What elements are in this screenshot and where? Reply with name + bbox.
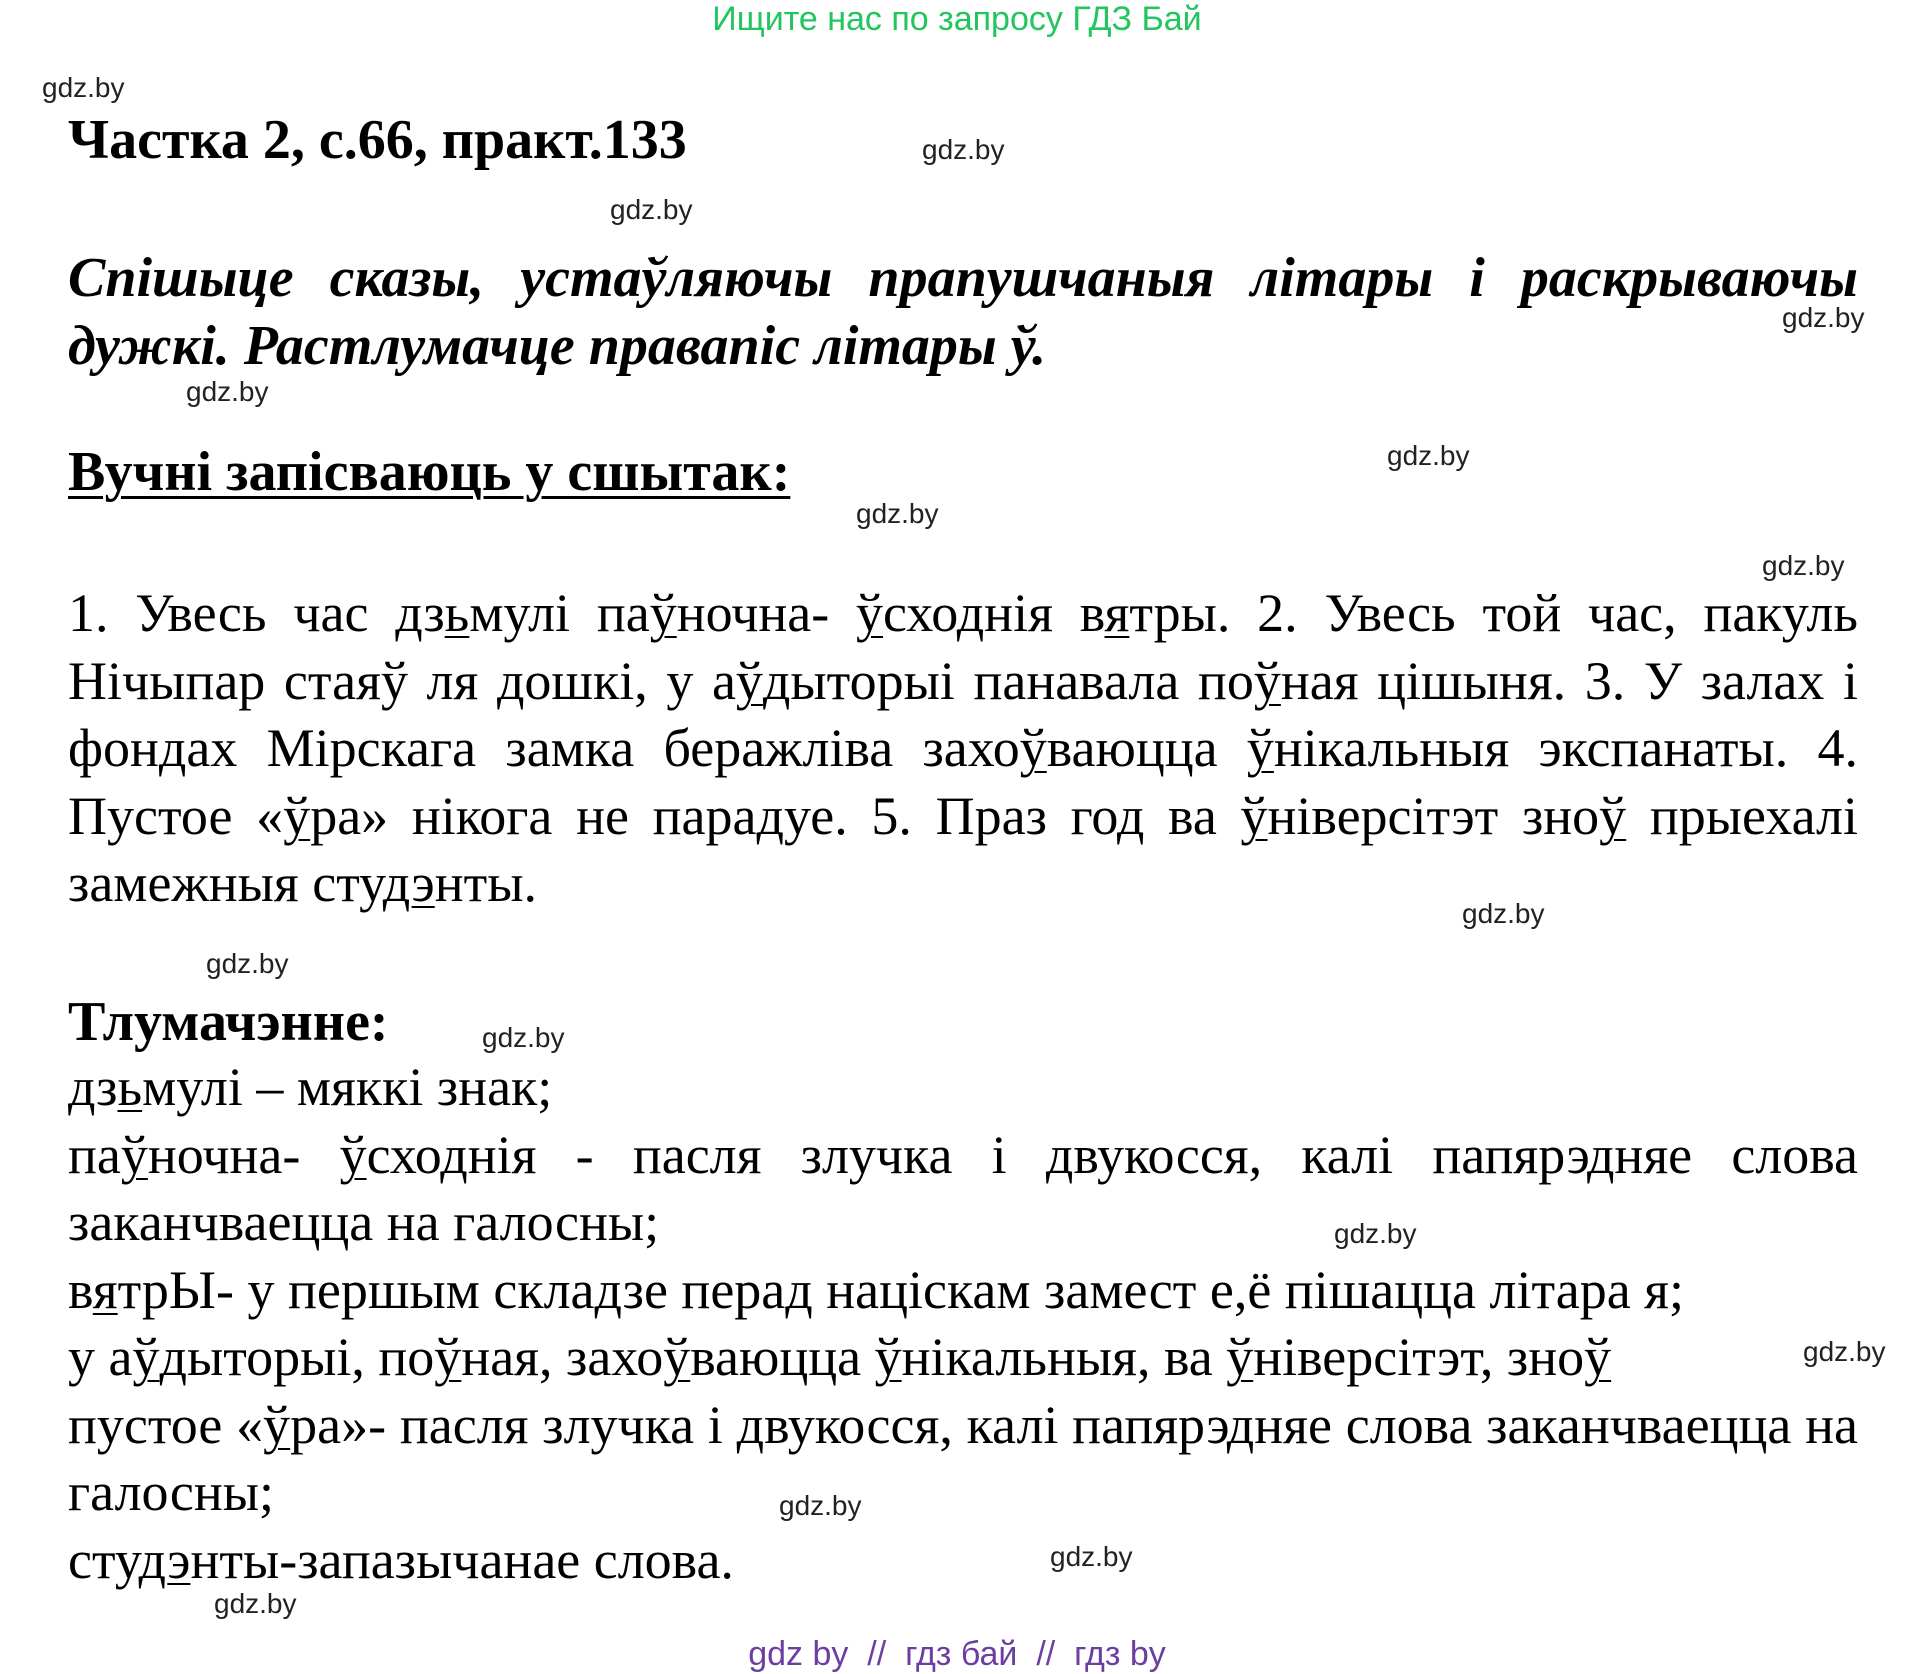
explanation-heading: Тлумачэнне: [68,991,389,1053]
watermark: gdz.by [1050,1541,1133,1572]
watermark: gdz.by [1462,898,1545,929]
explanation-line: вятрЫ- у першым складзе перад націскам замест е,ё пішацца літара я; [68,1259,1685,1320]
explanation-line: пустое «ўра»- пасля злучка і двукосся, калі папярэдняе слова заканчваецца на галосны; [68,1394,1859,1522]
watermark: gdz.by [1782,302,1865,333]
watermark: gdz.by [610,194,693,225]
watermark: gdz.by [779,1490,862,1521]
explanation-line: студэнты-запазычанае слова. [68,1529,734,1590]
task-text: Спішыце сказы, устаўляючы прапушчаныя літары і раскрываючы дужкі. Растлумачце правапіс літары ў. [68,247,1858,377]
watermark: gdz.by [482,1022,565,1053]
watermark: gdz.by [214,1588,297,1619]
notebook-heading: Вучні запісваюць у сшытак: [68,441,791,503]
explanation-text [68,1054,1858,1594]
explanation-line: у аўдыторыі, поўная, захоўваюцца ўнікальныя, ва ўніверсітэт, зноў [68,1327,1612,1387]
watermark: gdz.by [42,72,125,103]
footer-links[interactable]: gdz by // гдз бай // гдз by [748,1635,1166,1673]
watermark: gdz.by [1387,440,1470,471]
watermark: gdz.by [922,134,1005,165]
search-banner[interactable]: Ищите нас по запросу ГДЗ Бай [712,0,1202,38]
watermark: gdz.by [1334,1218,1417,1249]
explanation-line: дзьмулі – мяккі знак; [68,1057,553,1117]
watermark: gdz.by [1762,550,1845,581]
watermark: gdz.by [206,948,289,979]
page-title: Частка 2, с.66, практ.133 [68,109,687,171]
watermark: gdz.by [186,376,269,407]
answer-text: 1. Увесь час дзьмулі паўночна- ўсходнія вятры. 2. Увесь той час, пакуль Нічыпар стаяў ля дошкі, у аўдыторыі панавала поўная цішыня. 3. У залах і фондах Мірскага замка беражліва захоўваюцца ўнікальныя экспанаты. 4. Пустое «ўра» нікога не парадуе. 5. Праз год ва ўніверсітэт зноў прыехалі замежныя студэнты. [68,583,1859,913]
watermark: gdz.by [856,498,939,529]
explanation-line: паўночна- ўсходнія - пасля злучка і двукосся, калі папярэдняе слова заканчваецца на галосны; [68,1124,1859,1252]
watermark: gdz.by [1803,1336,1886,1367]
